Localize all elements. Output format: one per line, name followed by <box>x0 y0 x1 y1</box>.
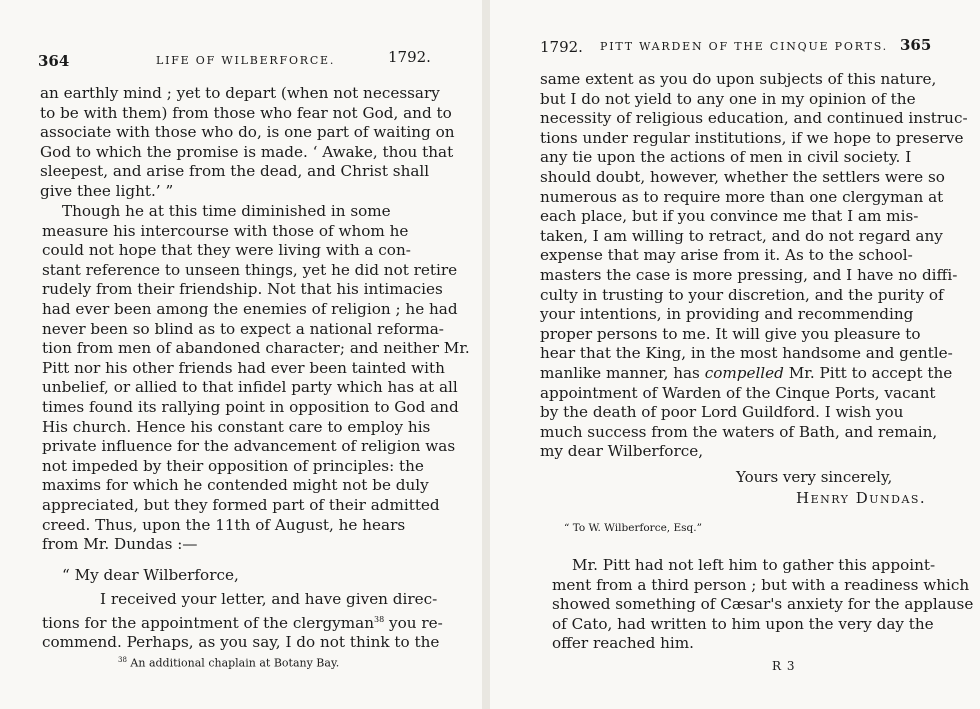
text-line: associate with those who do, is one part of waiting on <box>40 123 455 142</box>
text-line: had ever been among the enemies of religion ; he had <box>42 299 458 318</box>
text-fragment: tions for the appointment of the clergyman <box>42 613 374 632</box>
text-line: each place, but if you convince me that I am mis- <box>540 207 919 226</box>
text-line: His church. Hence his constant care to employ his <box>42 417 431 436</box>
text-line: tion from men of abandoned character; and neither Mr. <box>42 339 470 358</box>
left-year: 1792. <box>388 48 431 66</box>
right-paragraph <box>552 556 973 654</box>
text-line: tions under regular institutions, if we hope to preserve <box>540 128 964 147</box>
left-page-number: 364 <box>38 52 70 70</box>
text-line: but I do not yield to any one in my opinion of the <box>540 89 916 108</box>
text-line: “ My dear Wilberforce, <box>62 566 239 584</box>
left-paragraph-2 <box>42 202 470 555</box>
text-line: ment from a third person ; but with a readiness which <box>552 575 970 594</box>
text-line: rudely from their friendship. Not that his intimacies <box>42 280 443 299</box>
text-line: much success from the waters of Bath, and remain, <box>540 422 938 441</box>
text-line: your intentions, in providing and recommending <box>540 305 914 324</box>
right-page-number: 365 <box>900 36 932 54</box>
footnote <box>118 656 339 670</box>
text-line: times found its rallying point in opposition to God and <box>42 397 459 416</box>
text-line: I received your letter, and have given direc- <box>100 590 438 608</box>
text-line: could not hope that they were living with a con- <box>42 241 411 260</box>
left-paragraph-1 <box>40 84 455 202</box>
gutter <box>482 0 490 709</box>
text-line: expense that may arise from it. As to the school- <box>540 246 913 265</box>
text-fragment: Mr. Pitt to accept the <box>783 363 953 382</box>
right-running-head: PITT WARDEN OF THE CINQUE PORTS. <box>600 40 888 53</box>
text-line: commend. Perhaps, as you say, I do not think to the <box>42 633 440 652</box>
text-line: taken, I am willing to retract, and do not regard any <box>540 226 943 245</box>
text-line: private influence for the advancement of religion was <box>42 437 456 456</box>
text-line: masters the case is more pressing, and I have no diffi- <box>540 265 958 284</box>
signature-mark: R 3 <box>772 659 796 673</box>
letter-signature: Henry Dundas. <box>796 489 927 507</box>
text-line: not impeded by their opposition of principles: the <box>42 456 424 475</box>
text-line: my dear Wilberforce, <box>540 442 704 461</box>
text-line: unbelief, or allied to that infidel party which has at all <box>42 378 458 397</box>
footnote-number: 38 <box>118 656 127 664</box>
right-year: 1792. <box>540 38 583 56</box>
text-line: creed. Thus, upon the 11th of August, he hears <box>42 515 406 534</box>
letter-closing: Yours very sincerely, <box>736 468 893 486</box>
text-line: appointment of Warden of the Cinque Ports, vacant <box>540 383 936 402</box>
text-line <box>42 610 443 634</box>
text-line: same extent as you do upon subjects of this nature, <box>540 70 937 88</box>
text-line: numerous as to require more than one clergyman at <box>540 187 944 206</box>
text-line <box>540 364 968 384</box>
text-line: offer reached him. <box>552 634 695 653</box>
text-line: any tie upon the actions of men in civil society. I <box>540 148 912 167</box>
footnote-text: An additional chaplain at Botany Bay. <box>130 656 340 670</box>
text-line: stant reference to unseen things, yet he did not retire <box>42 260 458 279</box>
text-fragment: you re- <box>384 613 443 632</box>
left-page <box>0 0 482 709</box>
text-line: never been so blind as to expect a national reforma- <box>42 319 444 338</box>
italic-word: compelled <box>704 363 784 382</box>
text-line: appreciated, but they formed part of their admitted <box>42 495 440 514</box>
text-line: necessity of religious education, and continued instruc- <box>540 109 968 128</box>
text-line: God to which the promise is made. ‘ Awake, thou that <box>40 142 454 161</box>
right-page <box>490 0 980 709</box>
text-line: proper persons to me. It will give you pleasure to <box>540 324 921 343</box>
text-line: from Mr. Dundas :— <box>42 535 198 554</box>
text-line: by the death of poor Lord Guildford. I wish you <box>540 403 904 422</box>
text-line: an earthly mind ; yet to depart (when not necessary <box>40 84 440 102</box>
text-line: Though he at this time diminished in some <box>62 202 391 220</box>
text-line: to be with them) from those who fear not God, and to <box>40 103 452 122</box>
text-line: give thee light.’ ” <box>40 181 174 200</box>
text-line: Mr. Pitt had not left him to gather this appoint- <box>572 556 936 574</box>
text-line: Pitt nor his other friends had ever been tainted with <box>42 358 445 377</box>
text-line: of Cato, had written to him upon the very day the <box>552 614 934 633</box>
text-line: culty in trusting to your discretion, and the purity of <box>540 285 944 304</box>
text-line: should doubt, however, whether the settlers were so <box>540 167 945 186</box>
letter-address: “ To W. Wilberforce, Esq.” <box>564 522 702 534</box>
text-line: hear that the King, in the most handsome and gentle- <box>540 344 953 363</box>
footnote-marker: 38 <box>374 614 385 624</box>
left-running-head: LIFE OF WILBERFORCE. <box>156 54 336 67</box>
right-letter-continued <box>540 70 968 462</box>
text-line: showed something of Cæsar's anxiety for the applause <box>552 595 974 614</box>
text-line: measure his intercourse with those of whom he <box>42 221 409 240</box>
text-fragment: manlike manner, has <box>540 363 705 382</box>
text-line: maxims for which he contended might not be duly <box>42 476 429 495</box>
text-line: sleepest, and arise from the dead, and Christ shall <box>40 162 430 181</box>
letter-body-start <box>42 590 443 653</box>
letter-salutation <box>62 566 239 586</box>
